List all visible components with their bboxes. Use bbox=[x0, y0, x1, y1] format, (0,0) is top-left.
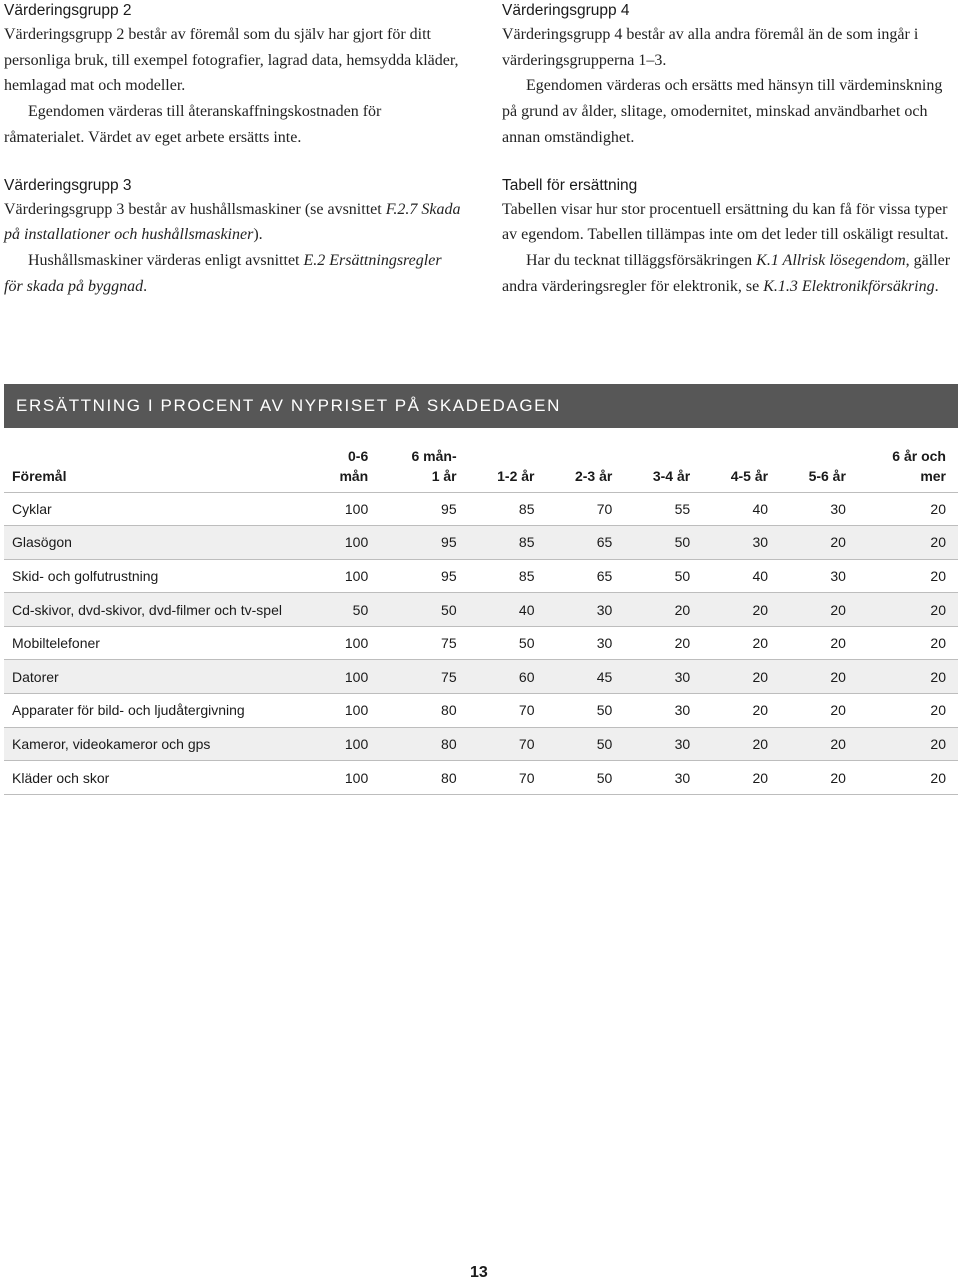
table-body bbox=[4, 492, 958, 794]
percentage-cell: 65 bbox=[546, 559, 624, 593]
percentage-cell: 50 bbox=[624, 526, 702, 560]
percentage-cell: 95 bbox=[380, 559, 468, 593]
text-segment: . bbox=[934, 277, 939, 295]
table-row bbox=[4, 727, 958, 761]
item-name-cell: Datorer bbox=[4, 660, 314, 694]
paragraph bbox=[502, 248, 954, 299]
percentage-cell: 40 bbox=[702, 492, 780, 526]
percentage-cell: 20 bbox=[780, 593, 858, 627]
percentage-cell: 45 bbox=[546, 660, 624, 694]
percentage-cell: 60 bbox=[469, 660, 547, 694]
paragraph: Egendomen värderas till återanskaffningskostnaden för råmaterialet. Värdet av eget arbete ersätts inte. bbox=[4, 103, 382, 146]
paragraph: Tabellen visar hur stor procentuell ersättning du kan få för vissa typer av egendom. Tabellen tillämpas inte om det leder till oskäligt resultat. bbox=[502, 200, 949, 244]
right-column bbox=[502, 0, 954, 321]
percentage-cell: 80 bbox=[380, 727, 468, 761]
percentage-cell: 100 bbox=[314, 694, 380, 728]
percentage-cell: 40 bbox=[469, 593, 547, 627]
section-heading: Värderingsgrupp 2 bbox=[4, 2, 132, 19]
percentage-cell: 55 bbox=[624, 492, 702, 526]
percentage-cell: 65 bbox=[546, 526, 624, 560]
percentage-cell: 85 bbox=[469, 526, 547, 560]
text-segment: Har du tecknat tilläggsförsäkringen bbox=[526, 251, 757, 269]
page-number: 13 bbox=[470, 1264, 488, 1281]
table-row bbox=[4, 526, 958, 560]
left-column bbox=[4, 0, 464, 321]
percentage-cell: 20 bbox=[702, 660, 780, 694]
table-row bbox=[4, 593, 958, 627]
compensation-table bbox=[4, 428, 958, 795]
header-line-2: mån bbox=[339, 467, 369, 484]
item-name-cell: Mobiltelefoner bbox=[4, 626, 314, 660]
percentage-cell: 100 bbox=[314, 559, 380, 593]
percentage-cell: 20 bbox=[780, 660, 858, 694]
header-line-2: 2-3 år bbox=[574, 467, 613, 484]
percentage-cell: 30 bbox=[780, 492, 858, 526]
header-line-1: 0-6 bbox=[348, 447, 369, 464]
table-row bbox=[4, 694, 958, 728]
percentage-cell: 70 bbox=[546, 492, 624, 526]
section-reference: K.1.3 Elektronikförsäkring bbox=[763, 277, 935, 295]
percentage-cell: 20 bbox=[858, 492, 958, 526]
percentage-cell: 30 bbox=[546, 593, 624, 627]
item-name-cell: Glasögon bbox=[4, 526, 314, 560]
percentage-cell: 20 bbox=[702, 761, 780, 795]
percentage-cell: 80 bbox=[380, 761, 468, 795]
percentage-cell: 20 bbox=[624, 593, 702, 627]
item-name-cell: Apparater för bild- och ljudåtergivning bbox=[4, 694, 314, 728]
percentage-cell: 20 bbox=[858, 727, 958, 761]
percentage-cell: 95 bbox=[380, 526, 468, 560]
item-name-cell: Cyklar bbox=[4, 492, 314, 526]
percentage-cell: 70 bbox=[469, 694, 547, 728]
text-segment: ). bbox=[253, 226, 263, 244]
section-compensation-table-intro bbox=[502, 175, 954, 300]
percentage-cell: 50 bbox=[469, 626, 547, 660]
column-header-age bbox=[780, 428, 858, 492]
percentage-cell: 75 bbox=[380, 660, 468, 694]
section-valuation-group-2 bbox=[4, 0, 464, 151]
text-segment: , gäller andra värderingsregler för elektronik, se bbox=[502, 251, 951, 295]
item-name-cell: Kameror, videokameror och gps bbox=[4, 727, 314, 761]
percentage-cell: 20 bbox=[858, 626, 958, 660]
column-header-age bbox=[546, 428, 624, 492]
percentage-cell: 50 bbox=[546, 727, 624, 761]
percentage-cell: 30 bbox=[624, 660, 702, 694]
section-heading: Värderingsgrupp 4 bbox=[502, 2, 630, 19]
column-header-item bbox=[4, 428, 314, 492]
section-heading: Tabell för ersättning bbox=[502, 176, 638, 194]
percentage-cell: 100 bbox=[314, 660, 380, 694]
percentage-cell: 50 bbox=[624, 559, 702, 593]
compensation-table-container bbox=[4, 428, 958, 795]
section-heading: Värderingsgrupp 3 bbox=[4, 176, 132, 194]
text-segment: . bbox=[143, 277, 148, 295]
section-valuation-group-3 bbox=[4, 175, 464, 300]
item-name-cell: Cd-skivor, dvd-skivor, dvd-filmer och tv-spel bbox=[4, 593, 314, 627]
table-header-row bbox=[4, 428, 958, 492]
column-header-age bbox=[702, 428, 780, 492]
percentage-cell: 50 bbox=[546, 761, 624, 795]
section-reference: E.2 Ersättningsregler för skada på byggnad bbox=[4, 251, 442, 295]
percentage-cell: 20 bbox=[858, 526, 958, 560]
percentage-cell: 20 bbox=[858, 694, 958, 728]
paragraph: Värderingsgrupp 2 består av föremål som du själv har gjort för ditt personliga bruk, till exempel fotografier, lagrad data, hemsydda kläder, hemlagad mat och modeller. bbox=[4, 26, 459, 95]
header-line-2: mer bbox=[920, 467, 946, 484]
percentage-cell: 100 bbox=[314, 727, 380, 761]
percentage-cell: 70 bbox=[469, 727, 547, 761]
percentage-cell: 100 bbox=[314, 526, 380, 560]
percentage-cell: 50 bbox=[546, 694, 624, 728]
column-header-age bbox=[858, 428, 958, 492]
header-line-2: 1-2 år bbox=[497, 467, 535, 484]
column-header-age bbox=[469, 428, 547, 492]
percentage-cell: 20 bbox=[702, 727, 780, 761]
header-line-1: 6 år och bbox=[892, 447, 946, 464]
table-row bbox=[4, 559, 958, 593]
column-header-age bbox=[380, 428, 468, 492]
table-row bbox=[4, 492, 958, 526]
header-line-2: 1 år bbox=[431, 467, 457, 484]
percentage-cell: 20 bbox=[702, 593, 780, 627]
percentage-cell: 20 bbox=[702, 694, 780, 728]
header-line-2: 4-5 år bbox=[730, 467, 769, 484]
percentage-cell: 30 bbox=[702, 526, 780, 560]
percentage-cell: 75 bbox=[380, 626, 468, 660]
header-line-2: Föremål bbox=[12, 467, 67, 484]
table-banner: ERSÄTTNING I PROCENT AV NYPRISET PÅ SKADEDAGEN bbox=[4, 384, 958, 428]
header-line-2: 3-4 år bbox=[652, 467, 691, 484]
percentage-cell: 20 bbox=[858, 761, 958, 795]
column-header-age bbox=[624, 428, 702, 492]
percentage-cell: 80 bbox=[380, 694, 468, 728]
header-line-1: 6 mån- bbox=[411, 447, 457, 464]
percentage-cell: 20 bbox=[780, 694, 858, 728]
item-name-cell: Skid- och golfutrustning bbox=[4, 559, 314, 593]
percentage-cell: 85 bbox=[469, 492, 547, 526]
percentage-cell: 95 bbox=[380, 492, 468, 526]
table-row bbox=[4, 761, 958, 795]
percentage-cell: 20 bbox=[702, 626, 780, 660]
percentage-cell: 30 bbox=[624, 727, 702, 761]
section-reference: F.2.7 Skada på installationer och hushållsmaskiner bbox=[4, 200, 461, 244]
percentage-cell: 30 bbox=[546, 626, 624, 660]
percentage-cell: 100 bbox=[314, 761, 380, 795]
percentage-cell: 50 bbox=[380, 593, 468, 627]
percentage-cell: 30 bbox=[624, 694, 702, 728]
item-name-cell: Kläder och skor bbox=[4, 761, 314, 795]
percentage-cell: 20 bbox=[780, 727, 858, 761]
percentage-cell: 20 bbox=[858, 559, 958, 593]
percentage-cell: 70 bbox=[469, 761, 547, 795]
text-segment: Hushållsmaskiner värderas enligt avsnittet bbox=[28, 251, 304, 269]
percentage-cell: 40 bbox=[702, 559, 780, 593]
paragraph bbox=[4, 248, 464, 299]
paragraph: Egendomen värderas och ersätts med hänsyn till värdeminskning på grund av ålder, slitage, omodernitet, minskad användbarhet och annan omständighet. bbox=[502, 77, 943, 146]
section-valuation-group-4 bbox=[502, 0, 954, 151]
table-row bbox=[4, 626, 958, 660]
text-segment: Värderingsgrupp 3 består av hushållsmaskiner (se avsnittet bbox=[4, 200, 386, 218]
paragraph bbox=[4, 197, 464, 248]
header-line-2: 5-6 år bbox=[808, 467, 846, 484]
percentage-cell: 50 bbox=[314, 593, 380, 627]
percentage-cell: 100 bbox=[314, 626, 380, 660]
percentage-cell: 30 bbox=[624, 761, 702, 795]
percentage-cell: 20 bbox=[780, 526, 858, 560]
percentage-cell: 100 bbox=[314, 492, 380, 526]
column-header-age bbox=[314, 428, 380, 492]
percentage-cell: 85 bbox=[469, 559, 547, 593]
percentage-cell: 20 bbox=[858, 593, 958, 627]
percentage-cell: 20 bbox=[780, 626, 858, 660]
percentage-cell: 30 bbox=[780, 559, 858, 593]
percentage-cell: 20 bbox=[858, 660, 958, 694]
percentage-cell: 20 bbox=[780, 761, 858, 795]
table-row bbox=[4, 660, 958, 694]
paragraph: Värderingsgrupp 4 består av alla andra föremål än de som ingår i värderingsgrupperna 1–3. bbox=[502, 26, 919, 69]
section-reference: K.1 Allrisk lösegendom bbox=[756, 251, 906, 269]
percentage-cell: 20 bbox=[624, 626, 702, 660]
